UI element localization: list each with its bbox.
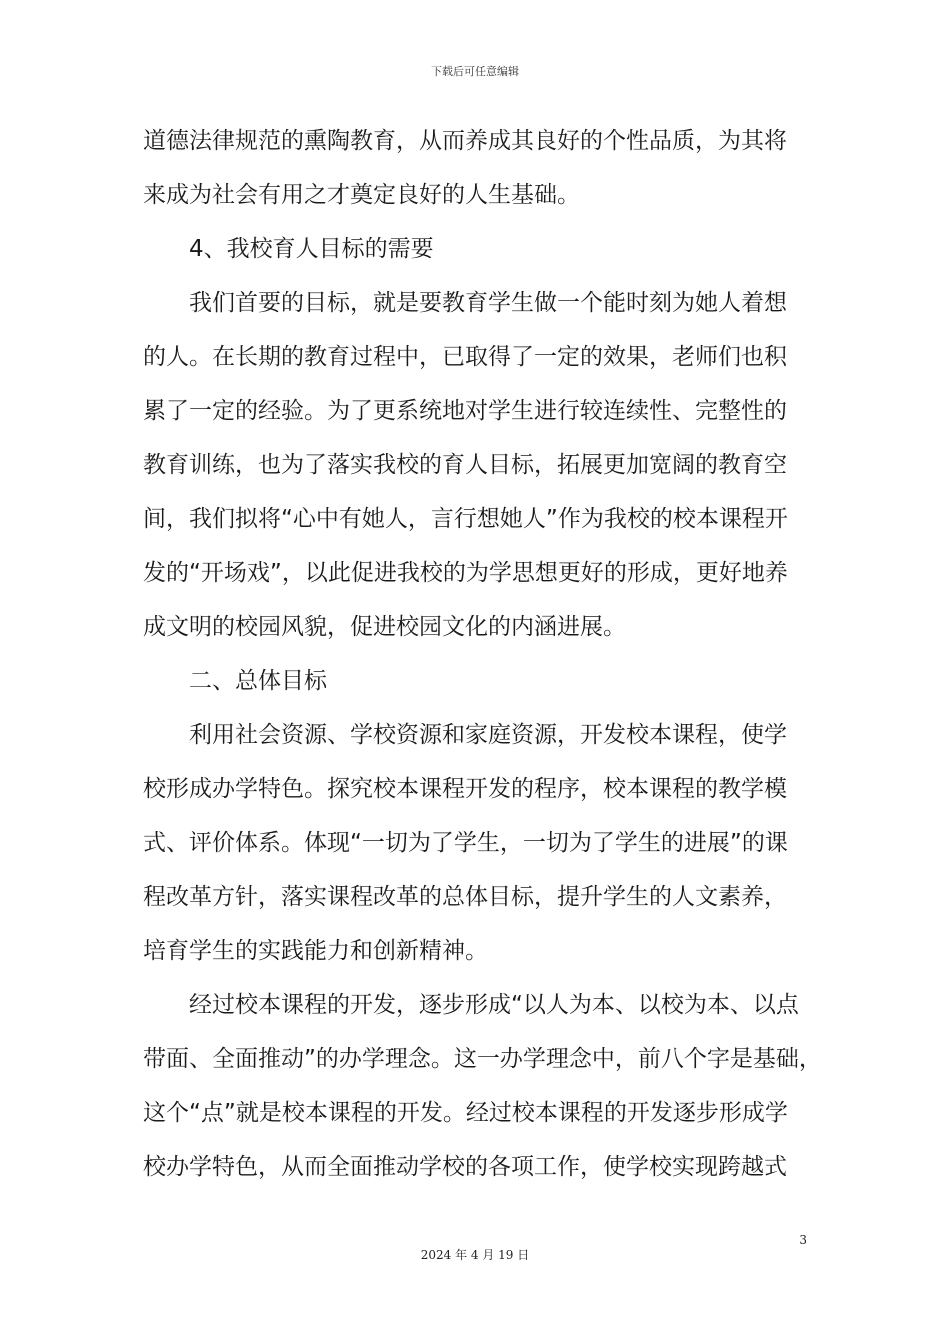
body-line: 校形成办学特色。探究校本课程开发的程序，校本课程的教学模 [143, 776, 787, 802]
body-line: 发的“开场戏”，以此促进我校的为学思想更好的形成，更好地养 [143, 560, 788, 586]
body-line: 式、评价体系。体现“一切为了学生，一切为了学生的进展”的课 [143, 830, 788, 856]
page-header: 下载后可任意编辑 [431, 65, 519, 78]
body-line: 利用社会资源、学校资源和家庭资源，开发校本课程，使学 [189, 722, 787, 748]
body-line: 这个“点”就是校本课程的开发。经过校本课程的开发逐步形成学 [143, 1100, 788, 1126]
body-line: 程改革方针，落实课程改革的总体目标，提升学生的人文素养， [143, 884, 787, 910]
body-line: 道德法律规范的熏陶教育，从而养成其良好的个性品质，为其将 [143, 128, 787, 154]
document-body [143, 114, 822, 1194]
section-heading: 二、总体目标 [189, 668, 327, 694]
body-line: 成文明的校园风貌，促进校园文化的内涵进展。 [143, 614, 626, 640]
section-heading: 4、我校育人目标的需要 [189, 236, 434, 262]
body-line: 我们首要的目标，就是要教育学生做一个能时刻为她人着想 [189, 290, 787, 316]
body-line: 培育学生的实践能力和创新精神。 [143, 938, 488, 964]
body-line: 教育训练，也为了落实我校的育人目标，拓展更加宽阔的教育空 [143, 452, 787, 478]
body-line: 来成为社会有用之才奠定良好的人生基础。 [143, 182, 580, 208]
body-line: 校办学特色，从而全面推动学校的各项工作，使学校实现跨越式 [143, 1154, 787, 1180]
body-line: 带面、全面推动”的办学理念。这一办学理念中，前八个字是基础， [143, 1046, 822, 1072]
body-line: 累了一定的经验。为了更系统地对学生进行较连续性、完整性的 [143, 398, 787, 424]
body-line: 经过校本课程的开发，逐步形成“以人为本、以校为本、以点 [189, 992, 799, 1018]
body-line: 的人。在长期的教育过程中，已取得了一定的效果，老师们也积 [143, 344, 787, 370]
page-number: 3 [799, 1233, 807, 1247]
body-line: 间，我们拟将“心中有她人，言行想她人”作为我校的校本课程开 [143, 506, 788, 532]
footer-date: 2024 年 4 月 19 日 [420, 1248, 530, 1262]
